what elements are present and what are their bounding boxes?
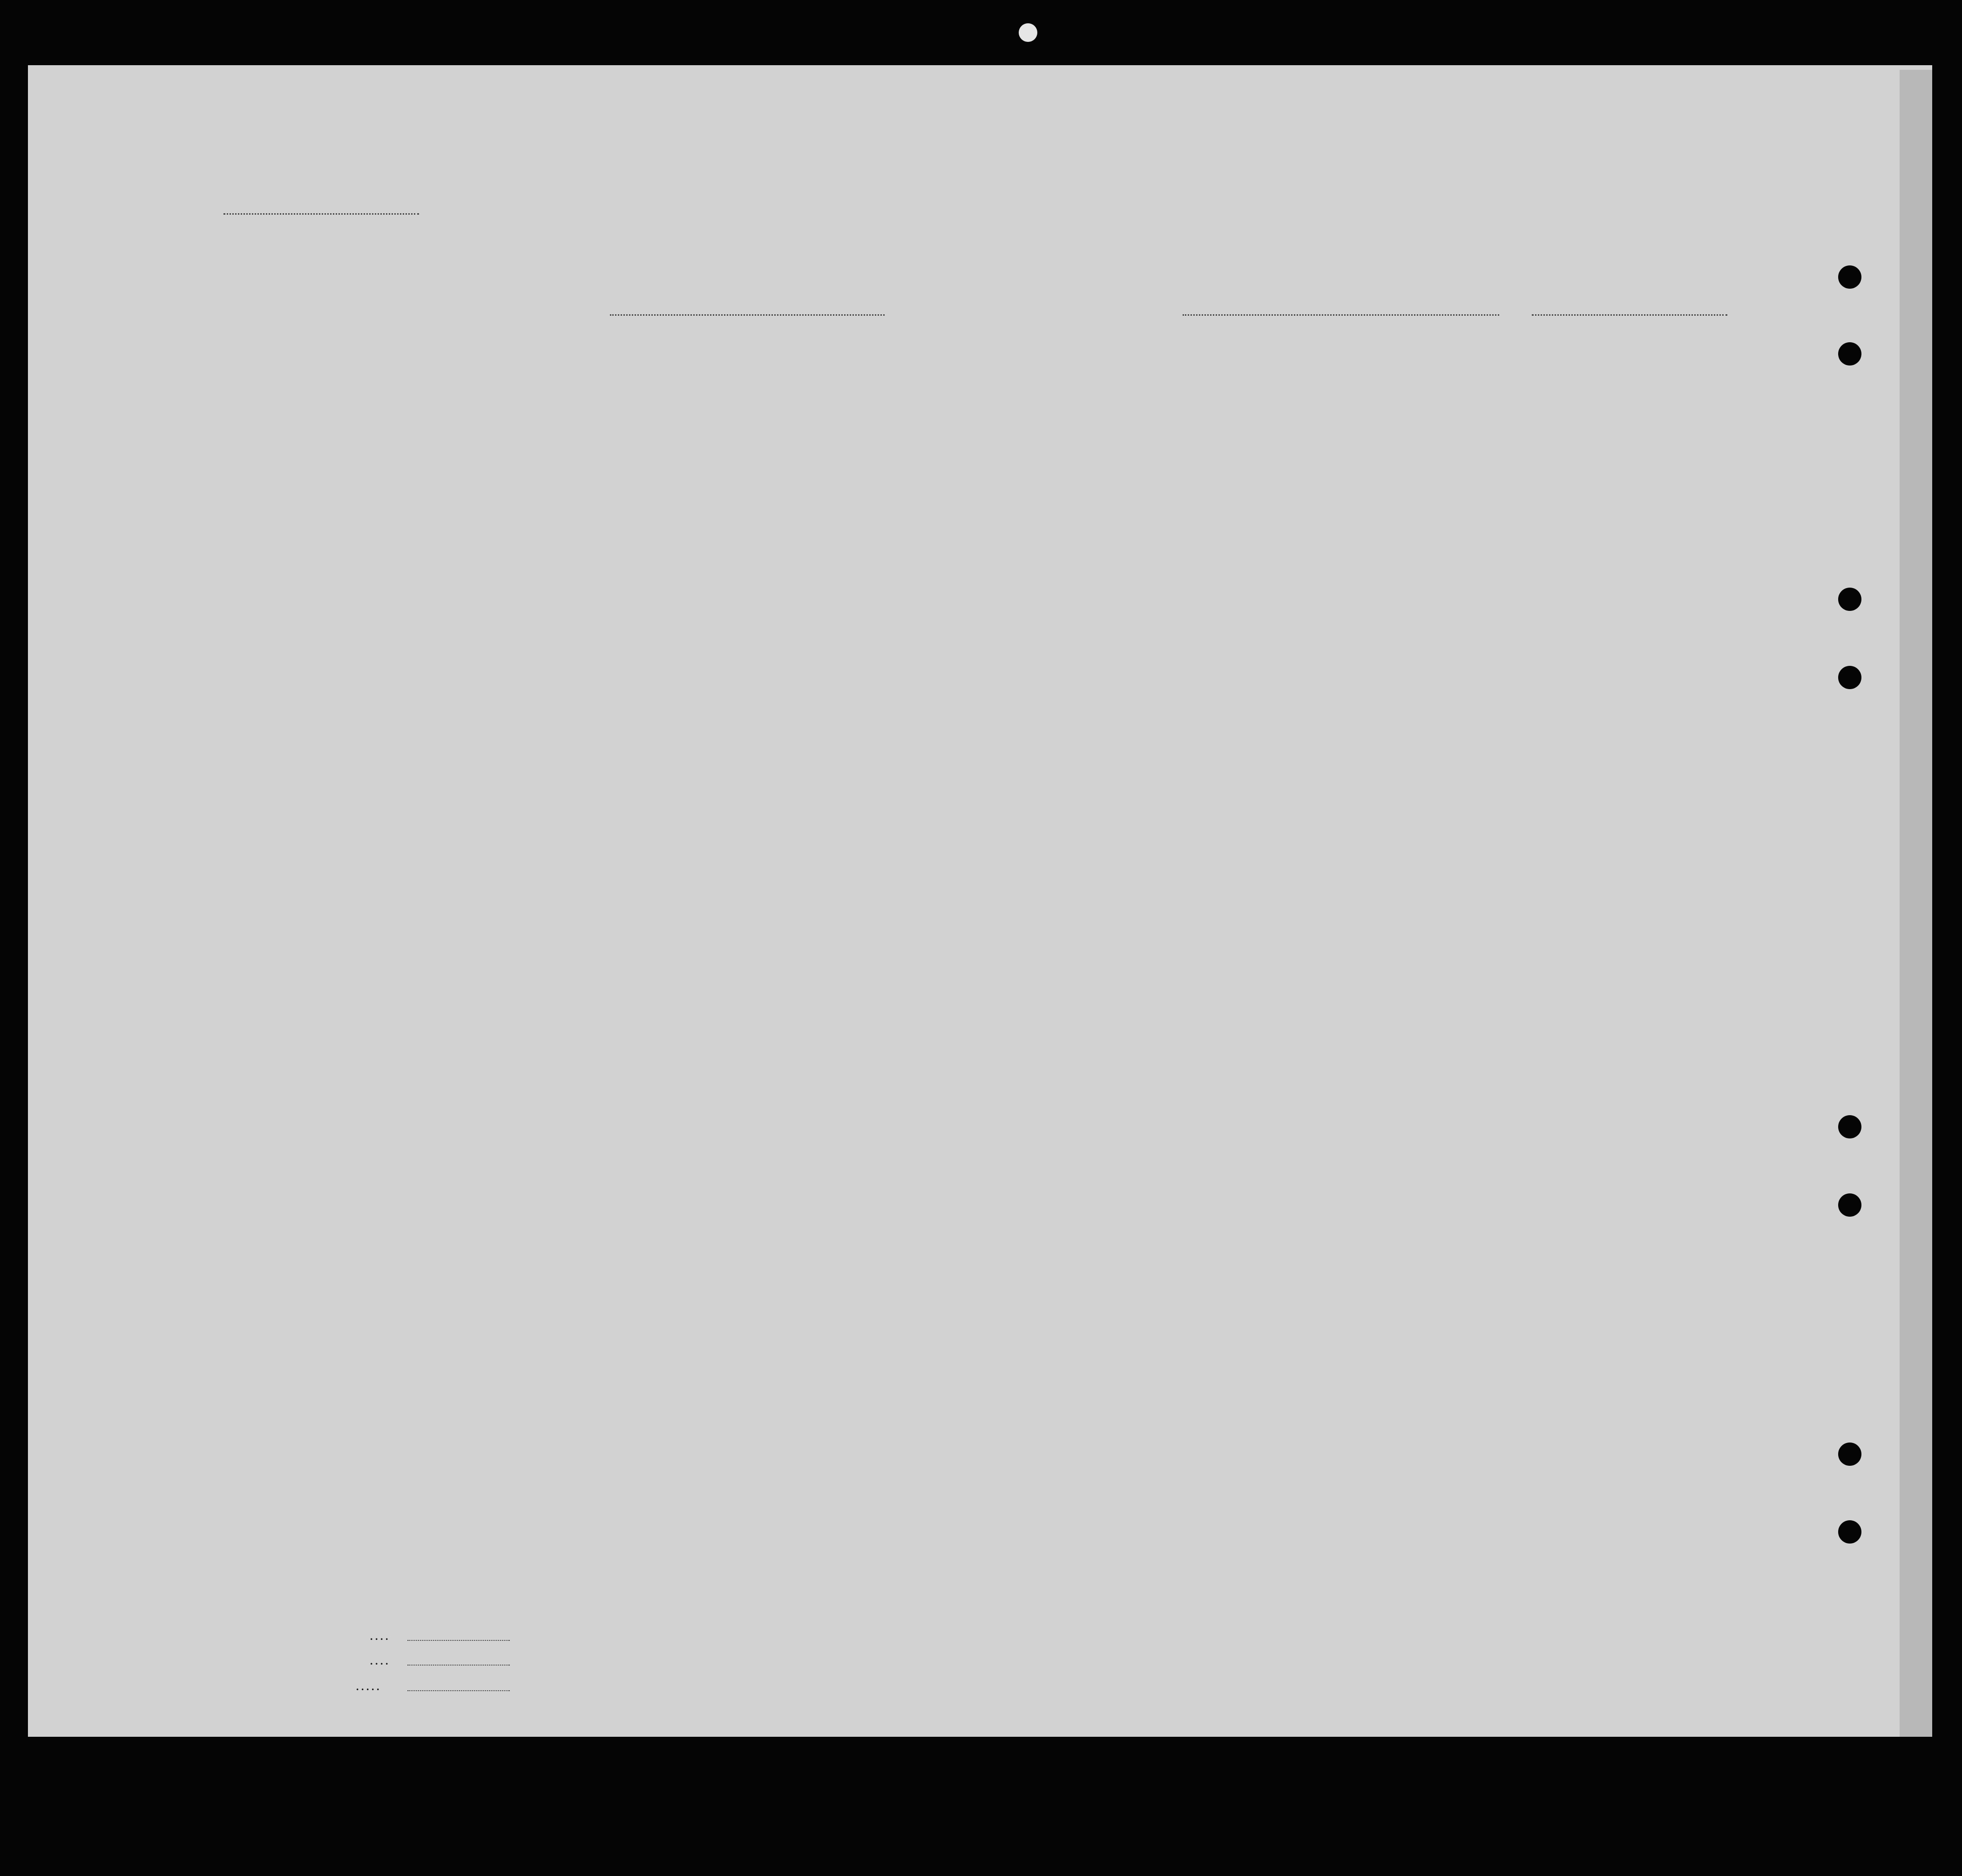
us-citizens-line	[407, 1665, 510, 1666]
top-binder-hole	[1019, 23, 1037, 42]
aliens-line	[407, 1690, 510, 1691]
punch-hole	[1838, 265, 1861, 289]
punch-hole	[1838, 588, 1861, 611]
punch-hole	[1838, 1193, 1861, 1217]
punch-hole	[1838, 1520, 1861, 1544]
punch-hole	[1838, 1443, 1861, 1466]
total-passengers-line	[407, 1640, 510, 1641]
binder-strip	[1900, 70, 1932, 1737]
punch-hole	[1838, 1115, 1861, 1138]
manifest-grid	[28, 65, 1932, 1737]
punch-hole	[1838, 342, 1861, 366]
us-citizens-dots: . . . .	[370, 1655, 388, 1667]
aliens-dots: . . . . .	[356, 1681, 379, 1693]
punch-hole	[1838, 666, 1861, 689]
manifest-sheet	[28, 65, 1932, 1737]
total-passengers-dots: . . . .	[370, 1631, 388, 1642]
